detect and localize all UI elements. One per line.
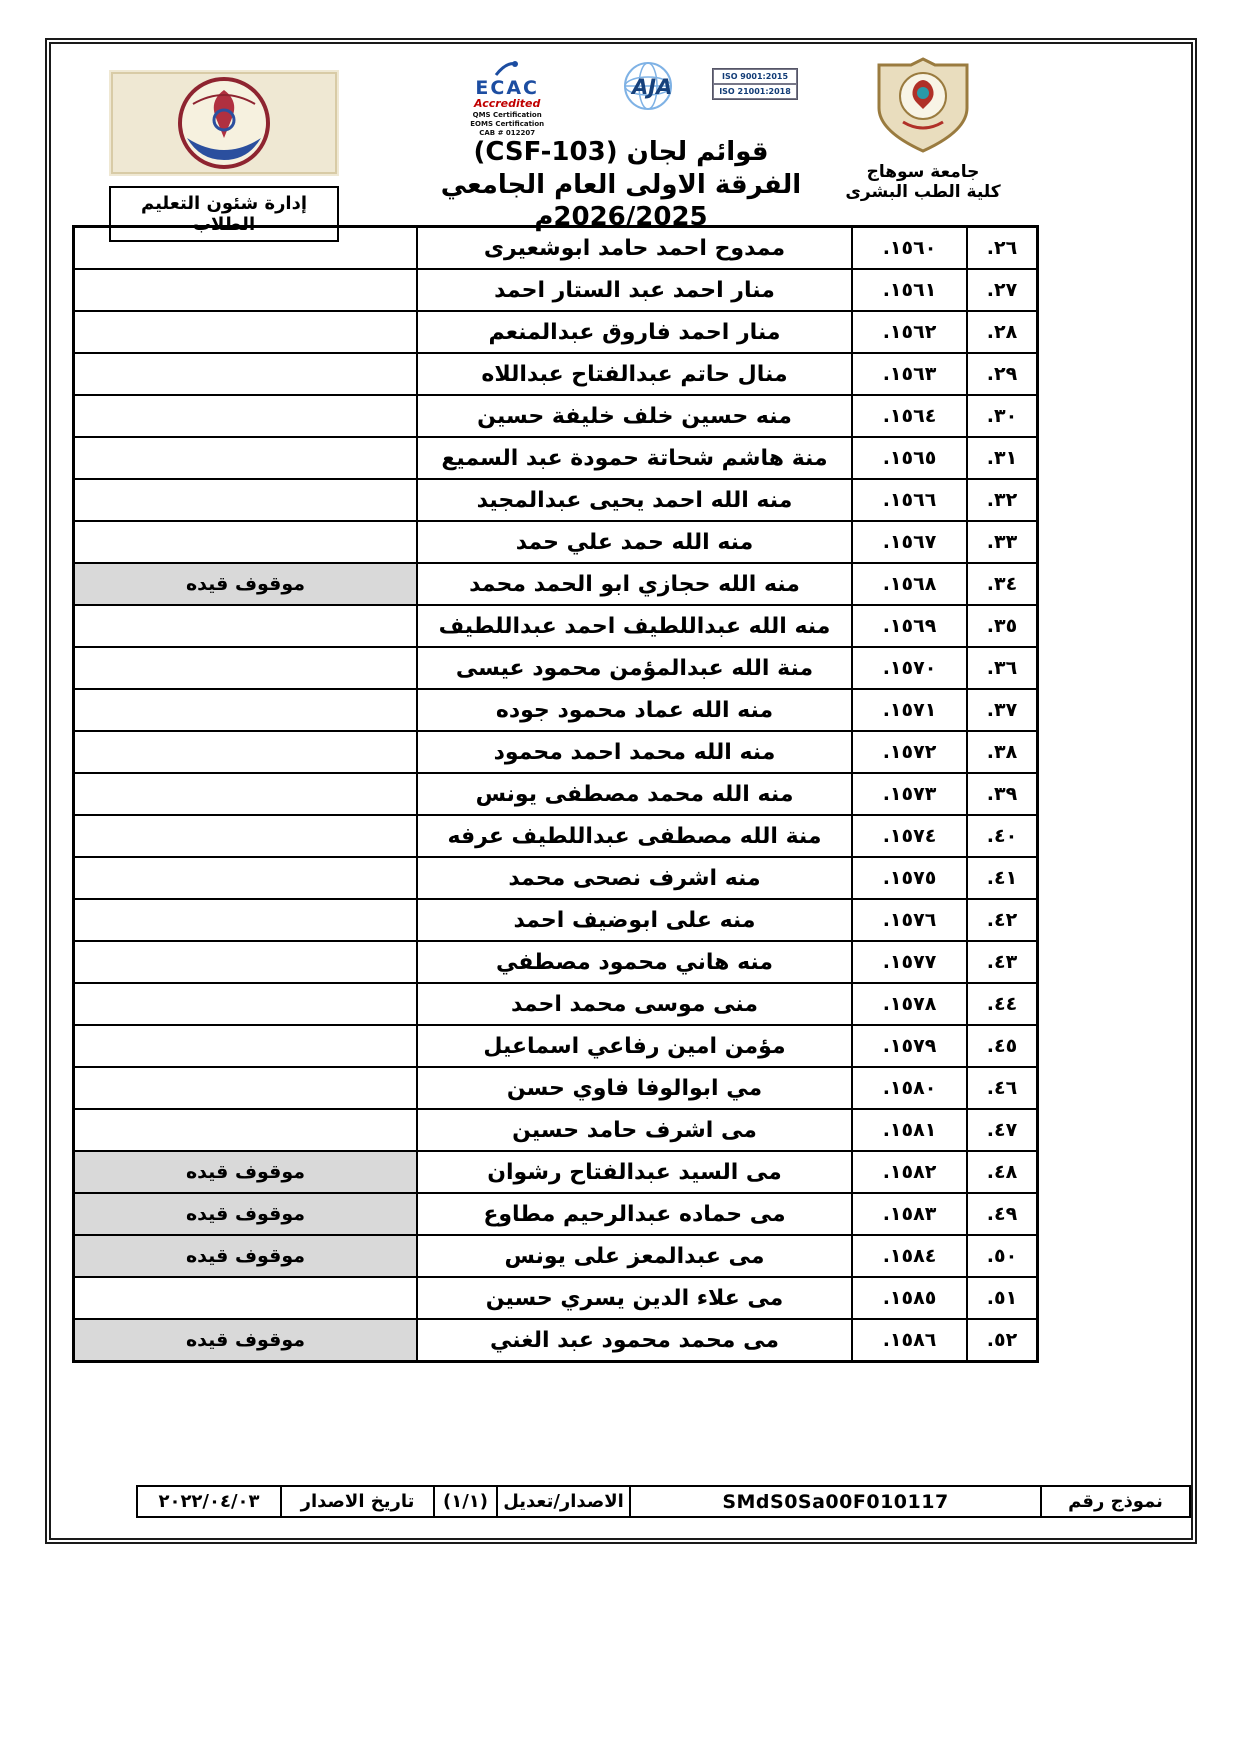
ecac-line-eoms: EOMS Certification	[470, 120, 545, 129]
table-row	[74, 815, 1038, 857]
students-table	[72, 225, 1039, 1363]
student-id-cell: ١٥٨٢.	[852, 1151, 967, 1193]
form-code-value: SMdS0Sa00F010117	[722, 1490, 949, 1513]
iso-badge	[712, 68, 798, 100]
student-name-cell: منه هاني محمود مصطفي	[417, 941, 852, 983]
table-row	[74, 563, 1038, 605]
ecac-line-qms: QMS Certification	[472, 111, 542, 119]
row-serial-cell: ٣٨.	[967, 731, 1038, 773]
department-label: إدارة شئون التعليم الطلاب	[140, 193, 308, 235]
status-cell	[74, 899, 418, 941]
student-id-cell: ١٥٧٥.	[852, 857, 967, 899]
row-serial-cell: ٤٢.	[967, 899, 1038, 941]
status-cell	[74, 983, 418, 1025]
status-cell	[74, 815, 418, 857]
university-name: جامعة سوهاج	[866, 162, 980, 182]
student-id-cell: ١٥٧٣.	[852, 773, 967, 815]
aja-globe-icon	[616, 60, 708, 112]
date-label-cell: تاريخ الاصدار	[281, 1486, 434, 1517]
status-cell	[74, 479, 418, 521]
row-serial-cell: ٣٧.	[967, 689, 1038, 731]
student-name-cell: مى السيد عبدالفتاح رشوان	[417, 1151, 852, 1193]
student-id-cell: ١٥٦٦.	[852, 479, 967, 521]
student-id-cell: ١٥٦٢.	[852, 311, 967, 353]
row-serial-cell: ٤٣.	[967, 941, 1038, 983]
table-row	[74, 1319, 1038, 1362]
ecac-flame-icon	[493, 60, 521, 76]
status-cell	[74, 731, 418, 773]
table-row	[74, 395, 1038, 437]
table-row	[74, 773, 1038, 815]
table-row	[74, 1067, 1038, 1109]
row-serial-cell: ٢٨.	[967, 311, 1038, 353]
student-id-cell: ١٥٧١.	[852, 689, 967, 731]
table-row	[74, 1109, 1038, 1151]
table-row	[74, 1277, 1038, 1319]
student-id-cell: ١٥٦٣.	[852, 353, 967, 395]
status-cell	[74, 521, 418, 563]
status-cell	[74, 269, 418, 311]
university-names	[833, 162, 1013, 203]
issue-value-cell: (١/١)	[434, 1486, 497, 1517]
status-cell	[74, 605, 418, 647]
student-id-cell: ١٥٦٨.	[852, 563, 967, 605]
student-name-cell: منة الله عبدالمؤمن محمود عيسى	[417, 647, 852, 689]
row-serial-cell: ٢٦.	[967, 227, 1038, 270]
status-cell	[74, 647, 418, 689]
status-cell	[74, 395, 418, 437]
student-id-cell: ١٥٨٣.	[852, 1193, 967, 1235]
student-id-cell: ١٥٦٥.	[852, 437, 967, 479]
student-name-cell: منه حسين خلف خليفة حسين	[417, 395, 852, 437]
status-cell	[74, 353, 418, 395]
status-cell	[74, 1109, 418, 1151]
table-row	[74, 1151, 1038, 1193]
table-row	[74, 647, 1038, 689]
status-cell	[74, 1067, 418, 1109]
student-name-cell: منه الله محمد احمد محمود	[417, 731, 852, 773]
student-id-cell: ١٥٨١.	[852, 1109, 967, 1151]
table-row	[74, 857, 1038, 899]
iso-21001-label: ISO 21001:2018	[713, 84, 797, 99]
row-serial-cell: ٢٩.	[967, 353, 1038, 395]
row-serial-cell: ٤٤.	[967, 983, 1038, 1025]
student-id-cell: ١٥٨٠.	[852, 1067, 967, 1109]
student-id-cell: ١٥٧٢.	[852, 731, 967, 773]
row-serial-cell: ٣٢.	[967, 479, 1038, 521]
student-name-cell: مؤمن امين رفاعي اسماعيل	[417, 1025, 852, 1067]
table-row	[74, 311, 1038, 353]
status-cell: موقوف قيده	[74, 563, 418, 605]
student-id-cell: ١٥٦٩.	[852, 605, 967, 647]
faculty-block	[109, 70, 339, 242]
student-id-cell: ١٥٦٧.	[852, 521, 967, 563]
student-id-cell: ١٥٧٨.	[852, 983, 967, 1025]
aja-name: AJA	[632, 75, 673, 99]
student-name-cell: منار احمد فاروق عبدالمنعم	[417, 311, 852, 353]
row-serial-cell: ٤٩.	[967, 1193, 1038, 1235]
university-shield-icon	[871, 56, 975, 154]
row-serial-cell: ٢٧.	[967, 269, 1038, 311]
student-id-cell: ١٥٧٦.	[852, 899, 967, 941]
table-row	[74, 227, 1038, 270]
row-serial-cell: ٣٦.	[967, 647, 1038, 689]
ecac-name: ECAC	[475, 77, 539, 99]
student-name-cell: منه الله عماد محمود جوده	[417, 689, 852, 731]
student-id-cell: ١٥٨٤.	[852, 1235, 967, 1277]
table-row	[74, 1193, 1038, 1235]
faculty-emblem-icon	[109, 70, 339, 176]
student-name-cell: منه الله حمد علي حمد	[417, 521, 852, 563]
issue-label-cell: الاصدار/تعديل	[497, 1486, 630, 1517]
status-cell: موقوف قيده	[74, 1235, 418, 1277]
status-cell	[74, 227, 418, 270]
status-cell	[74, 1025, 418, 1067]
status-cell	[74, 437, 418, 479]
student-id-cell: ١٥٧٤.	[852, 815, 967, 857]
student-id-cell: ١٥٨٥.	[852, 1277, 967, 1319]
student-id-cell: ١٥٨٦.	[852, 1319, 967, 1362]
students-tbody	[74, 227, 1038, 1362]
student-name-cell: مى اشرف حامد حسين	[417, 1109, 852, 1151]
row-serial-cell: ٤١.	[967, 857, 1038, 899]
row-serial-cell: ٥١.	[967, 1277, 1038, 1319]
accreditation-logos	[381, 60, 861, 138]
table-row	[74, 983, 1038, 1025]
student-name-cell: منه الله عبداللطيف احمد عبداللطيف	[417, 605, 852, 647]
student-id-cell: ١٥٦٠.	[852, 227, 967, 270]
student-name-cell: منار احمد عبد الستار احمد	[417, 269, 852, 311]
row-serial-cell: ٥٢.	[967, 1319, 1038, 1362]
table-row	[74, 1025, 1038, 1067]
table-row	[74, 521, 1038, 563]
row-serial-cell: ٤٧.	[967, 1109, 1038, 1151]
footer-row	[137, 1486, 1190, 1517]
student-name-cell: منة الله مصطفى عبداللطيف عرفه	[417, 815, 852, 857]
ecac-logo	[444, 60, 570, 138]
status-cell	[74, 941, 418, 983]
student-name-cell: منه الله احمد يحيى عبدالمجيد	[417, 479, 852, 521]
row-serial-cell: ٤٨.	[967, 1151, 1038, 1193]
student-id-cell: ١٥٧٩.	[852, 1025, 967, 1067]
document-frame	[45, 38, 1197, 1544]
student-name-cell: مى محمد محمود عبد الغني	[417, 1319, 852, 1362]
table-row	[74, 1235, 1038, 1277]
status-cell	[74, 857, 418, 899]
row-serial-cell: ٣١.	[967, 437, 1038, 479]
row-serial-cell: ٥٠.	[967, 1235, 1038, 1277]
table-row	[74, 479, 1038, 521]
status-cell: موقوف قيده	[74, 1319, 418, 1362]
row-serial-cell: ٣٣.	[967, 521, 1038, 563]
page-subtitle: الفرقة الاولى العام الجامعي 2026/2025م	[440, 169, 802, 232]
ecac-accredited-label: Accredited	[474, 97, 541, 110]
table-row	[74, 941, 1038, 983]
ecac-certification-lines	[444, 111, 570, 138]
table-row	[74, 899, 1038, 941]
status-cell	[74, 1277, 418, 1319]
student-name-cell: مى حماده عبدالرحيم مطاوع	[417, 1193, 852, 1235]
student-name-cell: مى علاء الدين يسري حسين	[417, 1277, 852, 1319]
table-row	[74, 353, 1038, 395]
form-code-cell	[630, 1486, 1041, 1517]
student-id-cell: ١٥٧٧.	[852, 941, 967, 983]
status-cell: موقوف قيده	[74, 1151, 418, 1193]
row-serial-cell: ٤٠.	[967, 815, 1038, 857]
student-name-cell: مى عبدالمعز على يونس	[417, 1235, 852, 1277]
student-name-cell: منه على ابوضيف احمد	[417, 899, 852, 941]
student-id-cell: ١٥٦١.	[852, 269, 967, 311]
date-value-cell: ٢٠٢٢/٠٤/٠٣	[137, 1486, 281, 1517]
student-id-cell: ١٥٧٠.	[852, 647, 967, 689]
row-serial-cell: ٤٦.	[967, 1067, 1038, 1109]
row-serial-cell: ٤٥.	[967, 1025, 1038, 1067]
row-serial-cell: ٣٤.	[967, 563, 1038, 605]
student-name-cell: منال حاتم عبدالفتاح عبداللاه	[417, 353, 852, 395]
table-row	[74, 605, 1038, 647]
row-serial-cell: ٣٥.	[967, 605, 1038, 647]
student-name-cell: مي ابوالوفا فاوي حسن	[417, 1067, 852, 1109]
form-label-cell: نموذج رقم	[1041, 1486, 1190, 1517]
row-serial-cell: ٣٠.	[967, 395, 1038, 437]
status-cell: موقوف قيده	[74, 1193, 418, 1235]
header-center	[381, 60, 861, 234]
footer-bar	[136, 1485, 1191, 1518]
status-cell	[74, 311, 418, 353]
table-row	[74, 731, 1038, 773]
row-serial-cell: ٣٩.	[967, 773, 1038, 815]
student-name-cell: منه اشرف نصحى محمد	[417, 857, 852, 899]
faculty-name: كلية الطب البشرى	[845, 182, 1001, 203]
aja-logo	[616, 60, 798, 112]
student-name-cell: منه الله حجازي ابو الحمد محمد	[417, 563, 852, 605]
student-name-cell: منه الله محمد مصطفى يونس	[417, 773, 852, 815]
iso-9001-label: ISO 9001:2015	[713, 69, 797, 84]
status-cell	[74, 773, 418, 815]
ecac-line-cab: CAB # 012207	[479, 129, 536, 138]
table-row	[74, 437, 1038, 479]
student-id-cell: ١٥٦٤.	[852, 395, 967, 437]
student-name-cell: منى موسى محمد احمد	[417, 983, 852, 1025]
table-row	[74, 689, 1038, 731]
student-name-cell: ممدوح احمد حامد ابوشعيرى	[417, 227, 852, 270]
student-name-cell: منة هاشم شحاتة حمودة عبد السميع	[417, 437, 852, 479]
page-title: قوائم لجان (CSF-103)	[473, 137, 769, 167]
status-cell	[74, 689, 418, 731]
table-row	[74, 269, 1038, 311]
university-block	[833, 56, 1013, 203]
